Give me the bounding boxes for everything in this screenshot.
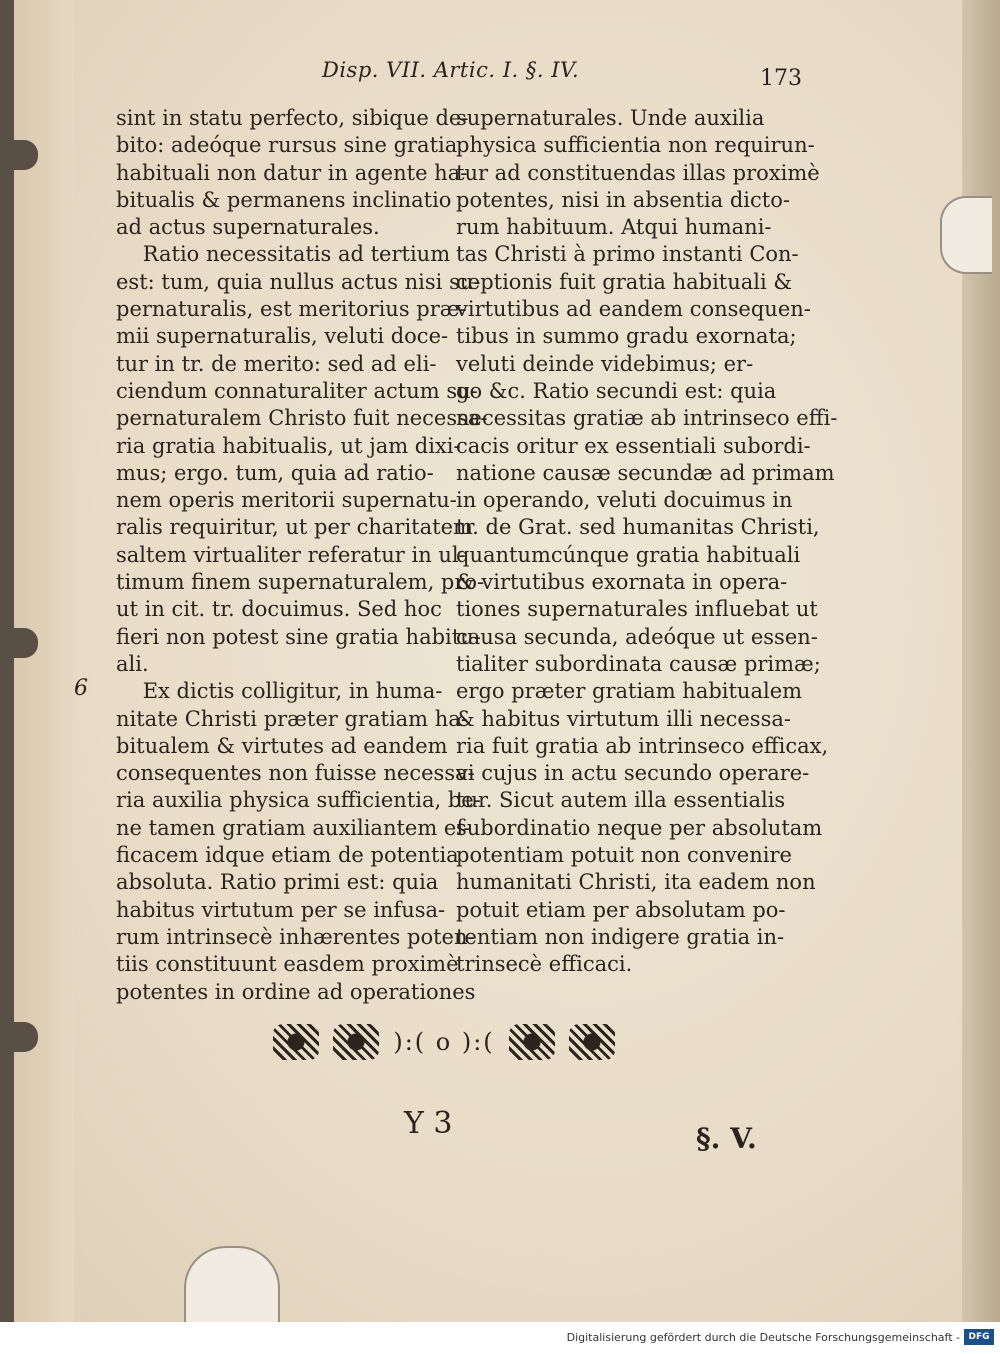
printers-ornament bbox=[254, 1018, 634, 1066]
fleuron-icon bbox=[273, 1024, 319, 1060]
book-clip-tab-right bbox=[940, 196, 992, 274]
signature-mark: Y 3 bbox=[404, 1106, 453, 1141]
text-column-left: sint in statu perfecto, sibique bito: adeóque rursus sine gratia habituali non datur in agente bitualis & permanens inclinatio ad actus supernaturales. Ratio necessitatis ad tertium est: tum, quia nullus actus nisi pernaturalis, est meritorius præ- mii supernaturalis, veluti doce- tur in tr. de merito: sed ad eli- ciendum connaturaliter actum pernaturalem Christo fuit necessa- ria gratia habitualis, ut jam dixi- mus; ergo. tum, quia ad ratio- nem operis meritorii supernatu- ralis requiritur, ut per charitatem saltem virtualiter referatur in timum finem supernaturalem, ut in cit. tr. docuimus. Sed hoc fieri non potest sine gratia habitu- ali. Ex dictis colligitur, in huma- nitate Christi præter gratiam bitualem & virtutes ad eandem consequentes non fuisse necessa- ria auxilia physica sufficientia, ne tamen gratiam auxiliantem ficacem idque etiam de potentia absoluta. Ratio primi est: quia habitus virtutum per se infusa- rum intrinsecè inhærentes poten- tiis constituunt easdem proximè potentes in ordine ad operationes bbox=[116, 106, 488, 1004]
running-head: Disp. VII. Artic. I. §. IV. bbox=[322, 58, 580, 82]
fleuron-icon bbox=[333, 1024, 379, 1060]
footer-credit: Digitalisierung gefördert durch die Deutsche Forschungsgemeinschaft - bbox=[566, 1331, 960, 1344]
dfg-logo-icon: DFG bbox=[964, 1329, 994, 1345]
ornament-text: ):( o ):( bbox=[393, 1028, 495, 1056]
book-clip-tab-bottom bbox=[184, 1246, 280, 1322]
fleuron-icon bbox=[569, 1024, 615, 1060]
footer-bar bbox=[0, 1322, 1000, 1354]
fleuron-icon bbox=[509, 1024, 555, 1060]
binding-hole bbox=[0, 140, 38, 170]
margin-note: 6 bbox=[74, 676, 88, 701]
binding-hole bbox=[0, 628, 38, 658]
text-column-right: supernaturales. Unde auxilia physica sufficientia non requirun- tur ad constituendas illas proximè potentes, nisi in absentia dicto- rum habituum. Atqui humani- tas Christi à primo instanti Con- ceptionis fuit gratia habituali & virtutibus ad eandem consequen- tibus in summo gradu exornata; veluti deinde videbimus; er- go &c. Ratio secundi est: quia necessitas gratiæ ab intrinseco cacis oritur ex essentiali subordi- natione causæ secundæ ad primam in operando, veluti docuimus in tr. de Grat. sed humanitas Christi, quantumcúnque gratia habituali & virtutibus exornata in opera- tiones supernaturales influebat ut causa secunda, adeóque ut essen- tialiter subordinata causæ primæ; ergo præter gratiam habitualem & habitus virtutum illi necessa- ria fuit gratia ab intrinseco efficax, vi cujus in actu secundo operare- tur. Sicut autem illa essentialis subordinatio neque per absolutam potentiam potuit non convenire humanitati Christi, ita eadem non potuit etiam per absolutam po- tentiam non indigere gratia in- trinsecè efficaci. bbox=[456, 106, 835, 977]
binding-hole bbox=[0, 1022, 38, 1052]
page-number: 173 bbox=[760, 66, 802, 91]
catchword: §. V. bbox=[696, 1122, 757, 1155]
binding-gutter bbox=[14, 0, 74, 1322]
